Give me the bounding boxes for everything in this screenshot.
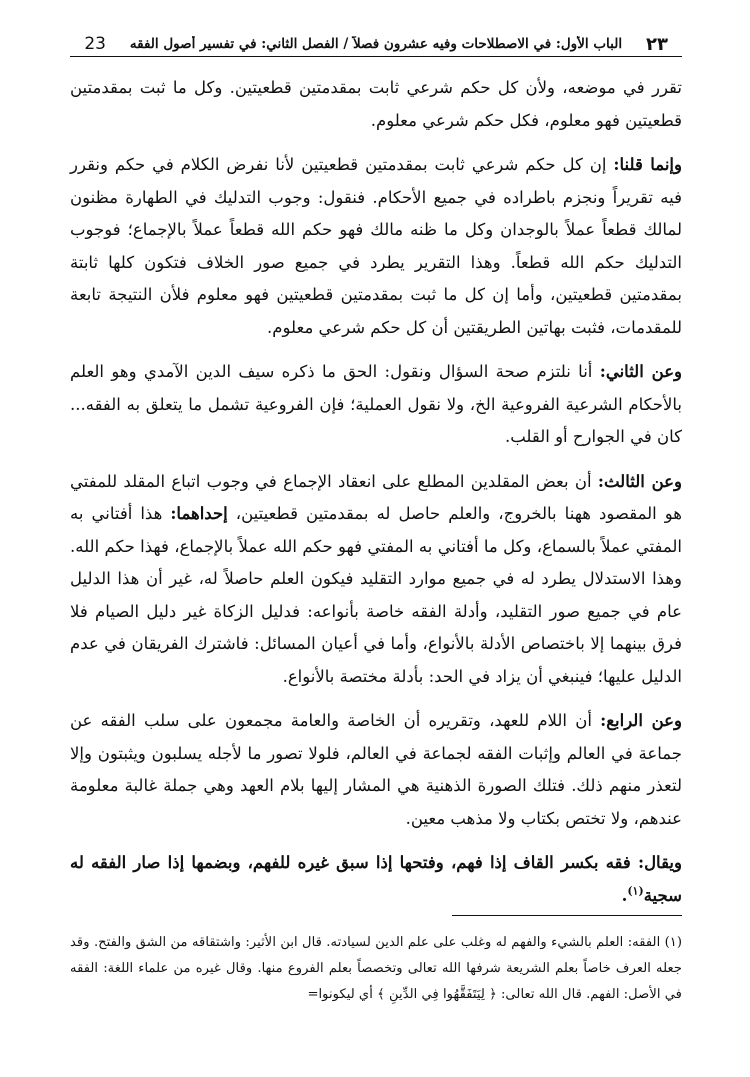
- paragraph-text: أن بعض المقلدين المطلع على انعقاد الإجماع في وجوب اتباع المقلد للمفتي هو المقصود ههنا بالخروج، والعلم حاصل له بمقدمتين قطعيتين،: [70, 471, 682, 523]
- footnote-paragraph: [70, 930, 682, 1008]
- paragraph-text: أن اللام للعهد، وتقريره أن الخاصة والعامة مجمعون على سلب الفقه عن جماعة في العالم وإثبات الفقه لجماعة في العالم، فلولا تصور ما لأجله يسلبون ويثبتون وإلا لتعذر منهم ذلك. فتلك الصورة الذهنية هي المشار إليها بلام العهد وهي جملة غالبة معلومة عندهم، ولا تختص بكتاب ولا مذهب معين.: [70, 711, 682, 828]
- paragraph-5: [70, 705, 682, 835]
- paragraph-text: أنا نلتزم صحة السؤال ونقول: الحق ما ذكره سيف الدين الآمدي وهو العلم بالأحكام الشرعية الفروعية الخ، ولا نقول العملية؛ فإن الفروعية تشمل ما يتعلق به الفقه... كان في الجوارح أو القلب.: [70, 362, 682, 446]
- paragraph-sublead: إحداهما:: [170, 504, 228, 523]
- page-number-arabic: ٢٣: [646, 33, 668, 55]
- paragraph-text: إن كل حكم شرعي ثابت بمقدمتين قطعيتين لأنا نفرض الكلام في حكم ونقرر فيه تقريراً ونجزم باطراده في جميع الأحكام. فنقول: وجوب التدليك في الطهارة مظنون لمالك قطعاً عملاً بالوجدان وكل ما ظنه مالك فهو حكم الله قطعاً عملاً بالإجماع؛ فوجوب التدليك حكم الله قطعاً. وهذا التقرير يطرد في جميع صور الخلاف فتكون كلها ثابتة بمقدمتين قطعيتين، وأما إن كل ما ثبت بمقدمتين قطعيتين فهو معلوم فلأن النتيجة تابعة للمقدمات، فثبت بهاتين الطريقتين أن كل حكم شرعي معلوم.: [70, 155, 682, 337]
- footnote-number: (١): [664, 935, 682, 950]
- paragraph-6: [70, 847, 682, 912]
- paragraph-lead: وإنما قلنا:: [613, 155, 682, 174]
- paragraph-4: [70, 466, 682, 694]
- paragraph-text: تقرر في موضعه، ولأن كل حكم شرعي ثابت بمقدمتين قطعيتين. وكل ما ثبت بمقدمتين قطعيتين فهو معلوم، فكل حكم شرعي معلوم.: [70, 78, 682, 130]
- paragraph-2: [70, 149, 682, 344]
- footnote-text: الفقه: العلم بالشيء والفهم له وغلب على علم الدين لسيادته. قال ابن الأثير: واشتقاقه من الشق والفتح. وقد جعله العرف خاصاً بعلم الشريعة شرفها الله تعالى وتخصصاً بعلم الفروع منها. وقال غيره من علماء اللغة: الفقه في الأصل: الفهم. قال الله تعالى: ﴿ لِيَتَفَقَّهُوا فِي الدِّينِ ﴾ أي ليكونوا=: [70, 935, 682, 1002]
- paragraph-end: .: [621, 885, 628, 905]
- paragraph-3: [70, 356, 682, 454]
- body-text: [70, 72, 682, 924]
- paragraph-text: هذا أفتاني به المفتي عملاً بالسماع، وكل ما أفتاني به المفتي فهو حكم الله عملاً بالإجماع، فهذا حكم الله. وهذا الاستدلال يطرد له في جميع موارد التقليد فيكون العلم حاصلاً له، غير أن هذا الدليل عام في جميع صور التقليد، وأدلة الفقه خاصة بأنواعه: فدليل الزكاة غير دليل الصيام فلا فرق بينهما إلا باختصاص الأدلة بالأنواع، وأما في أعيان المسائل: فاشترك الفريقان في عدم الدليل عليها؛ فينبغي أن يزاد في الحد: بأدلة مختصة بالأنواع.: [70, 504, 682, 686]
- paragraph-lead: وعن الثالث:: [597, 471, 682, 491]
- paragraph-1: [70, 72, 682, 137]
- footnote: [70, 930, 682, 1008]
- paragraph-text: ويقال: فقه بكسر القاف إذا فهم، وفتحها إذا سبق غيره للفهم، وبضمها إذا صار الفقه له سجية: [70, 853, 682, 905]
- page-number-latin: 23: [84, 34, 106, 54]
- paragraph-lead: وعن الرابع:: [600, 711, 682, 730]
- paragraph-lead: وعن الثاني:: [599, 362, 683, 381]
- running-title: الباب الأول: في الاصطلاحات وفيه عشرون فصلاً / الفصل الثاني: في تفسير أصول الفقه: [129, 36, 623, 52]
- footnote-reference[interactable]: (١): [627, 884, 644, 897]
- running-header: [70, 32, 682, 57]
- footnote-divider: [452, 915, 682, 916]
